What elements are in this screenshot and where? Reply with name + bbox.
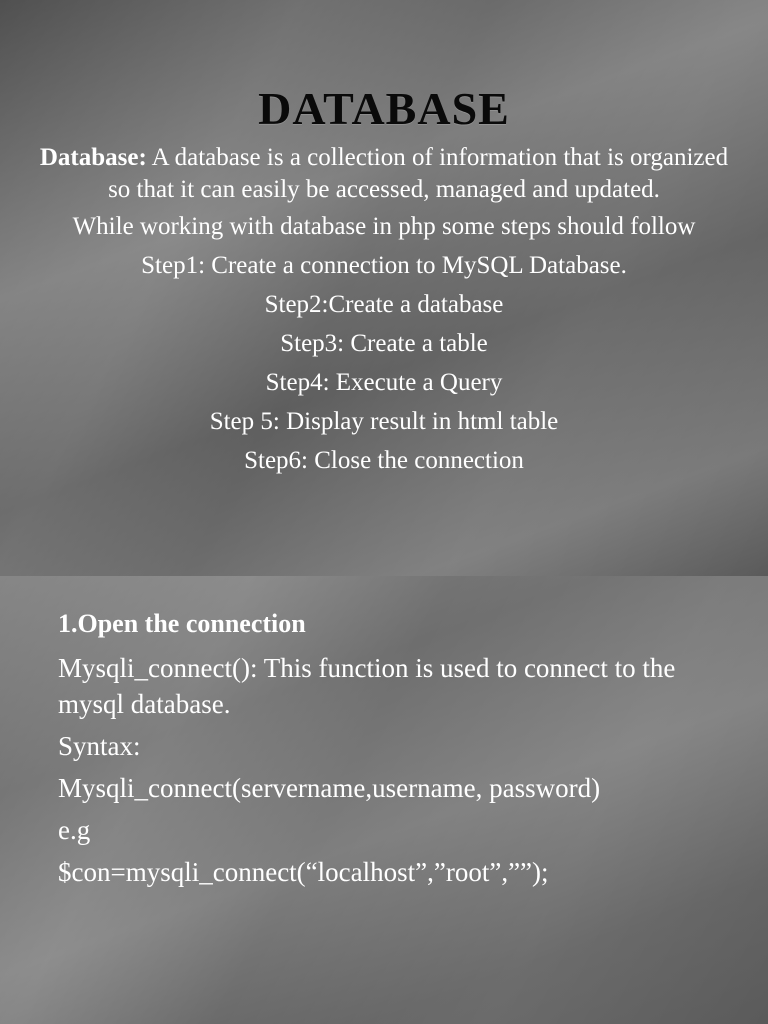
- definition-label: Database:: [39, 144, 147, 171]
- slide-title: DATABASE: [258, 83, 510, 134]
- section-heading: 1.Open the connection: [58, 609, 306, 638]
- step-item: Step6: Close the connection: [244, 447, 524, 474]
- syntax-code: Mysqli_connect(servername,username, password): [58, 773, 601, 803]
- example-code: $con=mysqli_connect(“localhost”,”root”,””);: [58, 857, 549, 887]
- function-description: Mysqli_connect(): This function is used to connect to the mysql database.: [58, 653, 676, 719]
- step-item: Step 5: Display result in html table: [209, 408, 559, 435]
- definition-text: A database is a collection of information that is organized so that it can easily be accessed, managed and updated.: [108, 144, 729, 203]
- step-item: Step2:Create a database: [264, 291, 504, 318]
- step-item: Step1: Create a connection to MySQL Database.: [141, 252, 627, 279]
- slide-body: [34, 142, 734, 484]
- example-label: e.g: [58, 815, 91, 845]
- step-item: Step3: Create a table: [280, 330, 488, 357]
- database-definition: [34, 142, 734, 206]
- steps-lead: While working with database in php some steps should follow: [72, 213, 696, 240]
- slide-open-connection: [0, 576, 768, 1024]
- slide-body: [58, 606, 748, 896]
- syntax-label: Syntax:: [58, 731, 141, 761]
- step-item: Step4: Execute a Query: [265, 369, 503, 396]
